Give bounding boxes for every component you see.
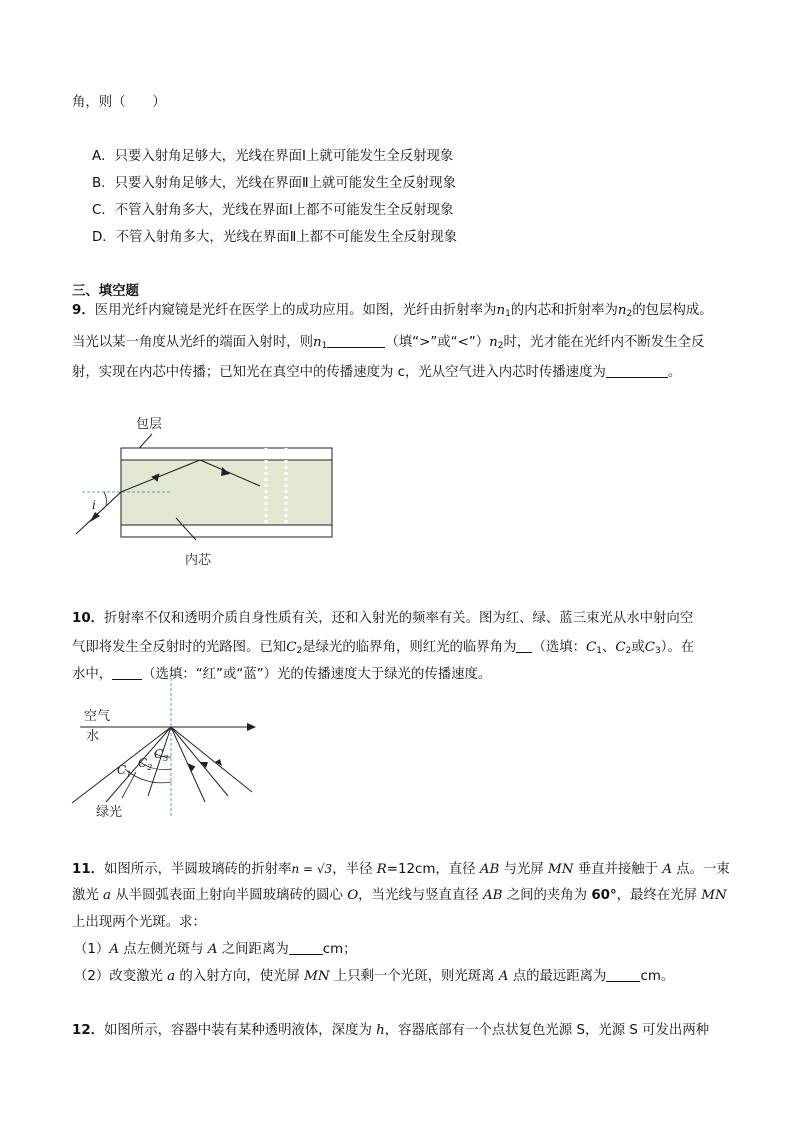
c2-symbol: C — [286, 640, 297, 655]
arrow-icon — [247, 723, 256, 731]
core-label: 内芯 — [185, 553, 212, 568]
text: ，最终在光屏 — [616, 888, 702, 903]
a-point: A — [662, 862, 672, 877]
c1-label: $C_1$ — [117, 763, 132, 779]
a-point: A — [109, 942, 119, 957]
c2-symbol: C — [615, 640, 626, 655]
text: 点。一束 — [672, 862, 730, 877]
text: 当光以某一角度从光纤的端面入射时，则 — [72, 335, 314, 350]
q8-option-a[interactable] — [92, 148, 453, 166]
angle-value: 60° — [591, 888, 617, 903]
option-letter: C． — [92, 203, 115, 218]
text: ，容器底部有一个点状复色光源 S，光源 S 可发出两种 — [384, 1023, 710, 1038]
text: （选填：“红”或“蓝”）光的传播速度大于绿光的传播速度。 — [142, 667, 492, 682]
c2-sub: 2 — [296, 646, 303, 656]
q11-line-3: 上出现两个光斑。求： — [72, 915, 206, 930]
answer-blank[interactable] — [289, 941, 323, 955]
option-text: 只要入射角足够大，光线在界面Ⅰ上就可能发生全反射现象 — [114, 149, 454, 164]
text: 折射率不仅和透明介质自身性质有关，还和入射光的频率有关。图为红、绿、蓝三束光从水中射向空 — [104, 611, 694, 626]
h-symbol: h — [376, 1023, 385, 1038]
q11-line-2 — [72, 887, 727, 905]
n1-sub: 1 — [505, 309, 511, 319]
text: 如图所示，半圆玻璃砖的折射率 — [104, 862, 292, 877]
option-text: 只要入射角足够大，光线在界面Ⅱ上就可能发生全反射现象 — [114, 176, 456, 191]
option-letter: A． — [92, 149, 115, 164]
text: 、 — [602, 640, 616, 655]
n2-symbol: n — [617, 303, 627, 318]
text: 气即将发生全反射时的光路图。已知 — [72, 640, 287, 655]
q12-line-1 — [72, 1022, 709, 1040]
text: cm。 — [640, 969, 675, 984]
text: 垂直并接触于 — [573, 862, 663, 877]
question-number: 12． — [72, 1023, 105, 1038]
fiber-figure — [60, 408, 350, 568]
answer-blank[interactable] — [606, 364, 668, 378]
n1-symbol: n — [313, 335, 322, 350]
ab-symbol: AB — [479, 862, 500, 877]
c3-symbol: C — [644, 640, 656, 655]
q8-option-b[interactable] — [92, 175, 456, 193]
text: 是绿光的临界角，则红光的临界角为 — [302, 640, 517, 655]
o-point: O — [347, 888, 359, 903]
q10-line-2 — [72, 639, 694, 660]
text: 激光 — [72, 888, 104, 903]
text: 从半圆弧表面上射向半圆玻璃砖的圆心 — [111, 888, 348, 903]
option-text: 不管入射角多大，光线在界面Ⅱ上都不可能发生全反射现象 — [115, 230, 458, 245]
text: 上只剩一个光斑，则光斑离 — [329, 969, 499, 984]
text: 医用光纤内窥镜是光纤在医学上的成功应用。如图，光纤由折射率为 — [94, 303, 497, 318]
refractive-index: n = √3 — [291, 862, 333, 876]
core — [121, 460, 332, 525]
r-symbol: R — [376, 862, 387, 877]
text: 水中， — [72, 667, 113, 682]
q11-part-1 — [74, 941, 357, 959]
text: 点左侧光斑与 — [118, 942, 208, 957]
text: 点的最远距离为 — [508, 969, 607, 984]
text: 时，光才能在光纤内不断发生全反 — [503, 335, 705, 350]
option-letter: D． — [92, 230, 116, 245]
text: （填“>”或“<”） — [385, 335, 490, 350]
answer-blank[interactable] — [327, 334, 385, 348]
q11-line-1 — [72, 860, 730, 879]
mn-symbol: MN — [548, 862, 574, 877]
reflected-ray-1 — [171, 727, 205, 802]
q9-line-3 — [72, 364, 681, 382]
text: 与光屏 — [499, 862, 549, 877]
q9-line-1 — [72, 302, 713, 323]
laser-a: a — [167, 969, 176, 984]
cladding-label: 包层 — [136, 417, 163, 432]
critical-angle-figure — [68, 668, 268, 824]
n2-sub: 2 — [497, 341, 504, 351]
section-title: 三、填空题 — [72, 284, 139, 299]
text: 之间距离为 — [217, 942, 289, 957]
text: 的包层构成。 — [632, 303, 713, 318]
n2-sub: 2 — [626, 309, 633, 319]
mn-symbol: MN — [304, 969, 330, 984]
text: （选填： — [532, 640, 587, 655]
text: 或 — [631, 640, 645, 655]
c3-sub: 3 — [655, 646, 661, 656]
n1-sub: 1 — [321, 341, 328, 351]
text: 射，实现在内芯中传播；已知光在真空中的传播速度为 c，光从空气进入内芯时传播速度为 — [72, 365, 606, 380]
mn-symbol: MN — [701, 888, 727, 903]
c2-label: $C_2$ — [138, 756, 153, 772]
q9-line-2 — [72, 334, 704, 355]
c3-label: $C_3$ — [154, 747, 169, 763]
text: 。 — [667, 365, 682, 380]
n1-symbol: n — [496, 303, 506, 318]
option-letter: B． — [92, 176, 115, 191]
a-point: A — [207, 942, 218, 957]
answer-blank[interactable] — [606, 968, 640, 982]
q10-line-1 — [72, 610, 693, 628]
question-number: 10． — [72, 611, 105, 626]
text: 的内芯和折射率为 — [510, 303, 618, 318]
laser-a: a — [103, 888, 112, 903]
n2-symbol: n — [489, 335, 498, 350]
text: （1） — [74, 942, 110, 957]
text: 的入射方向，使光屏 — [175, 969, 305, 984]
option-text: 不管入射角多大，光线在界面Ⅰ上都不可能发生全反射现象 — [114, 203, 454, 218]
green-label: 绿光 — [96, 805, 123, 820]
text: 之间的夹角为 — [502, 888, 592, 903]
text: ，半径 — [332, 862, 377, 877]
ab-symbol: AB — [482, 888, 503, 903]
angle-arc — [104, 492, 106, 505]
q11-part-2 — [74, 968, 674, 986]
c1-sub: 1 — [596, 646, 603, 656]
answer-blank[interactable] — [516, 639, 532, 653]
text: ，当光线与竖直直径 — [358, 888, 483, 903]
text: ）。在 — [660, 640, 695, 655]
air-label: 空气 — [84, 709, 111, 724]
c2-sub: 2 — [625, 646, 632, 656]
question-number: 11． — [72, 862, 105, 877]
a-point: A — [498, 969, 509, 984]
q8-option-c[interactable] — [92, 202, 453, 220]
text: 如图所示，容器中装有某种透明液体，深度为 — [104, 1023, 377, 1038]
c1-symbol: C — [586, 640, 597, 655]
text: （2）改变激光 — [74, 969, 168, 984]
question-number: 9． — [72, 303, 95, 318]
q8-tail: 角，则（ ） — [72, 95, 166, 110]
reflected-ray-3 — [171, 727, 252, 792]
angle-i-label: i — [92, 498, 96, 512]
water-label: 水 — [86, 729, 100, 744]
q8-option-d[interactable] — [92, 229, 457, 247]
text: cm； — [322, 942, 357, 957]
text: =12cm，直径 — [386, 862, 480, 877]
